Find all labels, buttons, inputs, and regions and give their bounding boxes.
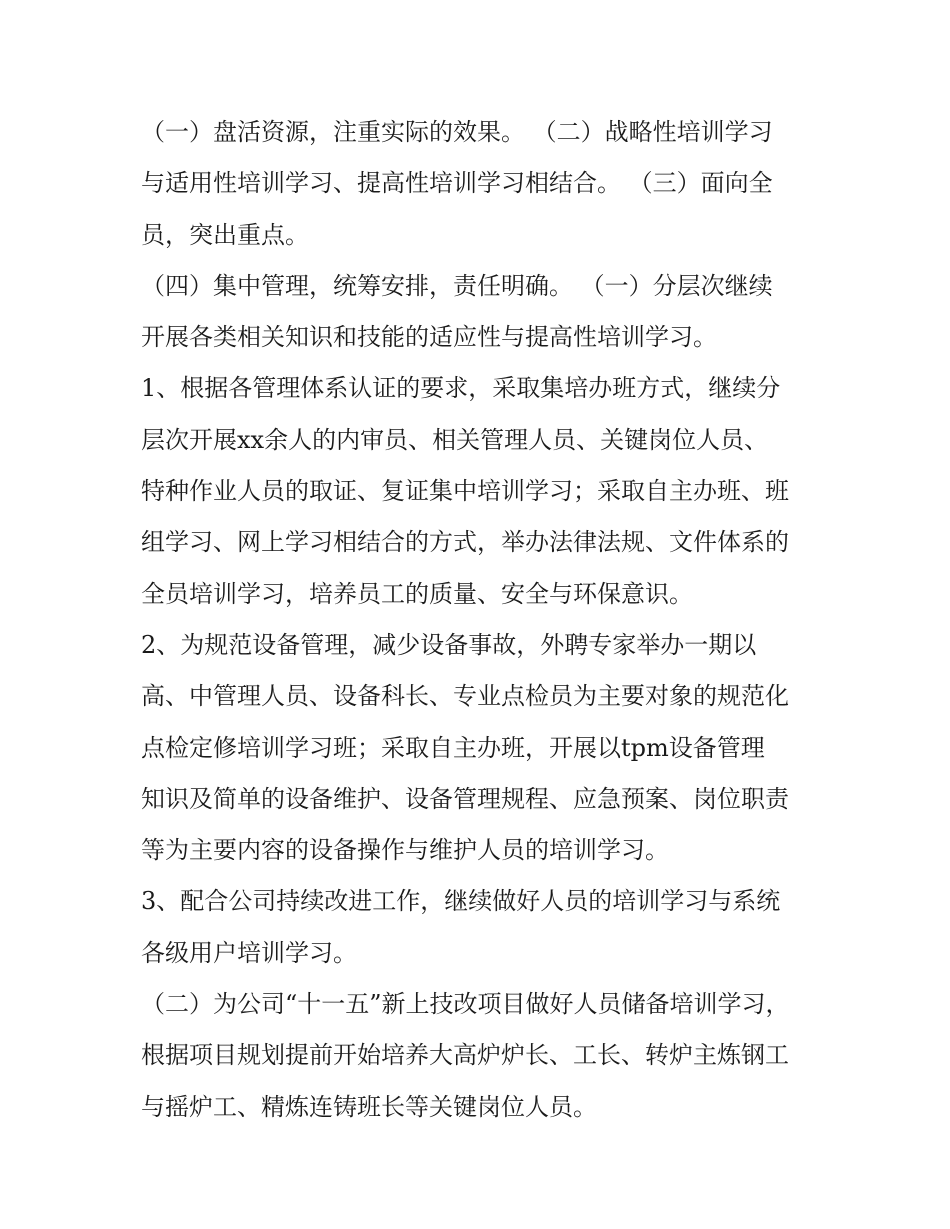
text-line: 开展各类相关知识和技能的适应性与提高性培训学习。 (141, 323, 717, 352)
document-body (141, 107, 821, 1133)
text-line: 与摇炉工、精炼连铸班长等关键岗位人员。 (141, 1092, 597, 1121)
text-line: 点检定修培训学习班；采取自主办班，开展以tpm设备管理 (141, 733, 765, 762)
text-line: （四）集中管理，统筹安排，责任明确。 （一）分层次继续 (141, 271, 773, 300)
text-line: 知识及简单的设备维护、设备管理规程、应急预案、岗位职责 (141, 784, 789, 813)
text-line: 根据项目规划提前开始培养大高炉炉长、工长、转炉主炼钢工 (141, 1041, 789, 1070)
text-line: （二）为公司“十一五”新上技改项目做好人员储备培训学习， (141, 990, 790, 1019)
text-line: 全员培训学习，培养员工的质量、安全与环保意识。 (141, 579, 693, 608)
text-line: 高、中管理人员、设备科长、专业点检员为主要对象的规范化 (141, 682, 789, 711)
text-line: 2、为规范设备管理，减少设备事故，外聘专家举办一期以 (141, 630, 757, 659)
text-line: 各级用户培训学习。 (141, 938, 357, 967)
text-line: 与适用性培训学习、提高性培训学习相结合。 （三）面向全 (141, 169, 773, 198)
text-line: 1、根据各管理体系认证的要求，采取集培办班方式，继续分 (141, 374, 781, 403)
text-line: 等为主要内容的设备操作与维护人员的培训学习。 (141, 836, 669, 865)
text-line: （一）盘活资源，注重实际的效果。 （二）战略性培训学习 (141, 118, 773, 146)
text-line: 层次开展xx余人的内审员、相关管理人员、关键岗位人员、 (141, 425, 769, 454)
text-line: 特种作业人员的取证、复证集中培训学习；采取自主办班、班 (141, 477, 789, 506)
text-line: 组学习、网上学习相结合的方式，举办法律法规、文件体系的 (141, 528, 789, 557)
text-line: 员，突出重点。 (141, 220, 309, 249)
text-line: 3、配合公司持续改进工作，继续做好人员的培训学习与系统 (141, 887, 781, 916)
